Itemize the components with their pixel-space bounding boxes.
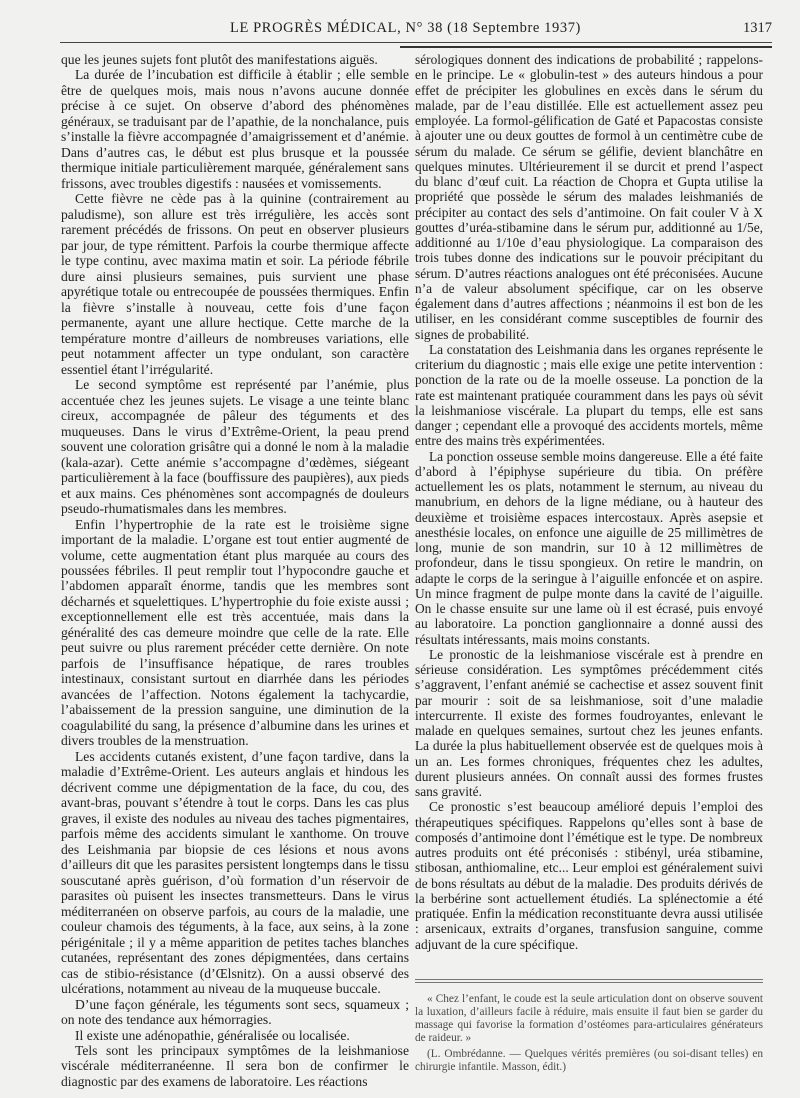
paragraph: Tels sont les principaux symptômes de la leishmaniose viscérale méditerranéenne. Il sera bon de confirmer le diagnostic par des examens de laboratoire. Les réactions <box>61 1043 409 1089</box>
paragraph: Il existe une adénopathie, généralisée ou localisée. <box>75 1027 350 1043</box>
paragraph: La constatation des Leishmania dans les organes représente le criterium du diagnostic ; mais elle exige une petite intervention : ponction de la rate ou de la moelle osseuse. La ponction de la rate est maintenant pratiquée couramment dans les pays où sévit la leishmaniose viscérale. La plupart du temps, elle est sans danger ; cependant elle a provoqué des accidents mortels, même entre des mains très expérimentées. <box>415 341 763 449</box>
paragraph: que les jeunes sujets font plutôt des manifestations aiguës. <box>61 52 378 67</box>
quote-separator <box>415 982 763 983</box>
paragraph: La ponction osseuse semble moins dangereuse. Elle a été faite d’abord à l’épiphyse supérieure du tibia. On préfère actuellement les os plats, notamment le sternum, au niveau du manubrium, en dehors de la ligne médiane, ou à hauteur des deuxième et troisième espaces intercostaux. Après asepsie et anesthésie locales, on enfonce une aiguille de 25 millimètres de long, munie de son mandrin, sur 10 à 12 millimètres de profondeur, dans le tissu spongieux. On retire le mandrin, on adapte le corps de la seringue à l’aiguille enfoncée et on aspire. Un mince fragment de pulpe monte dans la cavité de l’aiguille. On le chasse ensuite sur une lame où il est écrasé, puis envoyé au laboratoire. La ponction ganglionnaire a donné aussi des résultats intéressants, mais moins constants. <box>415 448 763 647</box>
quote-separator <box>415 979 763 980</box>
journal-header-title: LE PROGRÈS MÉDICAL, N° 38 (18 Septembre 1937) <box>230 20 581 36</box>
paragraph: Le second symptôme est représenté par l’anémie, plus accentuée chez les jeunes sujets. Le visage a une teinte blanc cireux, accompagnée de pâleur des téguments et des muqueuses. Dans le virus d’Extrême-Orient, la peau prend souvent une coloration grisâtre qui a donné le nom à la maladie (kala-azar). Cette anémie s’accompagne d’œdèmes, siégeant particulièrement à la face (bouffissure des paupières), aux pieds et aux mains. Ces phénomènes sont accompagnés de douleurs pseudo-rhumatismales dans les membres. <box>61 377 409 517</box>
paragraph: D’une façon générale, les téguments sont secs, squameux ; on note des tendance aux hémorragies. <box>61 996 409 1028</box>
paragraph: Cette fièvre ne cède pas à la quinine (contrairement au paludisme), son allure est très irrégulière, les accès sont rarement précédés de frissons. On peut en observer plusieurs par jour, de type rémittent. Parfois la courbe thermique affecte le type continu, avec maxima matin et soir. La période fébrile dure ainsi plusieurs semaines, puis survient une phase apyrétique totale ou entrecoupée de poussées thermiques. Enfin la fièvre s’installe à nouveau, cette fois d’une façon permanente, ayant une allure hectique. Cette marche de la température montre d’ailleurs de nombreuses variations, elle peut notamment affecter un type ondulant, son caractère essentiel étant l’irrégularité. <box>61 191 409 377</box>
paragraph: sérologiques donnent des indications de probabilité ; rappelons-en le principe. Le « globulin-test » des auteurs hindous a pour effet de précipiter les globulines en excès dans le sérum du malade, par de l’eau distillée. Elle est actuellement assez peu employée. La formol-gélification de Gaté et Papacostas consiste à ajouter une ou deux gouttes de formol à un centimètre cube de sérum du malade. Ce sérum se gélifie, devient blanchâtre en quelques minutes. Ultérieurement il se durcit et prend l’aspect du blanc d’œuf cuit. La réaction de Chopra et Gupta utilise la propriété que possède le sérum des malades leishmaniés de précipiter au contact des sels d’antimoine. On fait couler V à X gouttes d’uréa-stibamine dans le sérum pur, additionné au 1/5e, additionné au 1/10e d’eau physiologique. La comparaison des trois tubes donne des indications sur le pouvoir précipitant du sérum. D’autres réactions analogues ont été préconisées. Aucune n’a de valeur absolument spécifique, car on les observe également dans d’autres affections ; néanmoins il est bon de les utiliser, en les considérant comme susceptibles de fournir des signes de probabilité. <box>415 52 763 342</box>
header-rule-thick <box>400 46 772 48</box>
quote-citation: (L. Ombrédanne. — Quelques vérités premières (ou soi-disant telles) en chirurgie infantile. Masson, édit.) <box>415 1047 763 1073</box>
header-rule <box>60 42 772 43</box>
left-column <box>61 52 409 1089</box>
paragraph: Enfin l’hypertrophie de la rate est le troisième signe important de la maladie. L’organe est tout entier augmenté de volume, cette augmentation étant plus marquée au cours des poussées fébriles. Il peut remplir tout l’hypocondre gauche et l’abdomen apparaît énorme, tandis que les membres sont décharnés et squelettiques. L’hypertrophie du foie existe aussi ; exceptionnellement elle est très accentuée, mais dans la généralité des cas demeure moindre que celle de la rate. Elle peut suivre ou plus rarement précéder cette dernière. On note parfois de l’insuffisance hépatique, de rares troubles intestinaux, consistant surtout en diarrhée dans les périodes avancées de l’affection. Notons également la tachycardie, l’abaissement de la pression sanguine, une diminution de la coagulabilité du sang, la présence d’albumine dans les urines et divers troubles de la menstruation. <box>61 516 409 749</box>
paragraph: Les accidents cutanés existent, d’une façon tardive, dans la maladie d’Extrême-Orient. Les auteurs anglais et hindous les décrivent comme une dépigmentation de la face, du cou, des avant-bras, pouvant s’étendre à tout le corps. Dans les cas plus graves, il existe des nodules au niveau des taches pigmentaires, parfois même des accidents simulant le xanthome. On trouve des Leishmania par biopsie de ces lésions et nous avons d’ailleurs dit que les parasites persistent longtemps dans le tissu souscutané après guérison, d’où formation d’un réservoir de parasites où puisent les insectes transmetteurs. Dans le virus méditerranéen on observe parfois, au cours de la maladie, une couleur chamois des téguments, à la face, aux seins, à la zone périgénitale ; il y a même apparition de petites taches blanches cutanées, représentant des zones dépigmentées, dans certains cas de stibio-résistance (d’Œlsnitz). On a aussi observé des ulcérations, notamment au niveau de la muqueuse buccale. <box>61 748 409 997</box>
paragraph: Le pronostic de la leishmaniose viscérale est à prendre en sérieuse considération. Les symptômes précédemment cités s’aggravent, l’enfant anémié se cachectise et assez souvent finit par mourir : soit de sa leishmaniose, soit d’une maladie intercurrente. Il existe des formes foudroyantes, enlevant le malade en quelques semaines, surtout chez les jeunes enfants. La durée la plus habituellement observée est de quelques mois à un an. Les formes chroniques, fréquentes chez les adultes, durent plusieurs années. On connaît aussi des formes frustes sans gravité. <box>415 646 763 799</box>
quote-text: « Chez l’enfant, le coude est la seule articulation dont on observe souvent la luxation, d’ailleurs facile à réduire, mais ensuite il faut bien se garder du massage qui favorise la formation d’ostéomes para-articulaires générateurs de raideur. » <box>415 992 763 1045</box>
paragraph: Ce pronostic s’est beaucoup amélioré depuis l’emploi des thérapeutiques spécifiques. Rappelons qu’elles sont à base de composés d’antimoine dont l’émétique est le type. De nombreux autres produits ont été préconisés : stibényl, uréa stibamine, stibosan, anthiomaline, etc... Leur emploi est généralement suivi de bons résultats au début de la maladie. Des produits dérivés de la berbérine sont actuellement étudiés. La splénectomie a été pratiquée. Enfin la médication reconstituante devra aussi utilisée : arsenicaux, extraits d’organes, transfusion sanguine, comme adjuvant de la cure spécifique. <box>415 799 763 952</box>
paragraph: La durée de l’incubation est difficile à établir ; elle semble être de quelques mois, mais nous n’avons aucune donnée précise à ce sujet. On observe d’abord des phénomènes généraux, se traduisant par de l’apathie, de la nonchalance, puis s’installe la fièvre accompagnée d’amaigrissement et d’anémie. Dans d’autres cas, le début est plus brusque et la poussée thermique initiale particulièrement marquée, généralement sans frissons, avec troubles digestifs : nausées et vomissements. <box>61 67 409 191</box>
right-column <box>415 52 763 1074</box>
page-number: 1317 <box>743 20 772 36</box>
page-header <box>60 20 772 42</box>
